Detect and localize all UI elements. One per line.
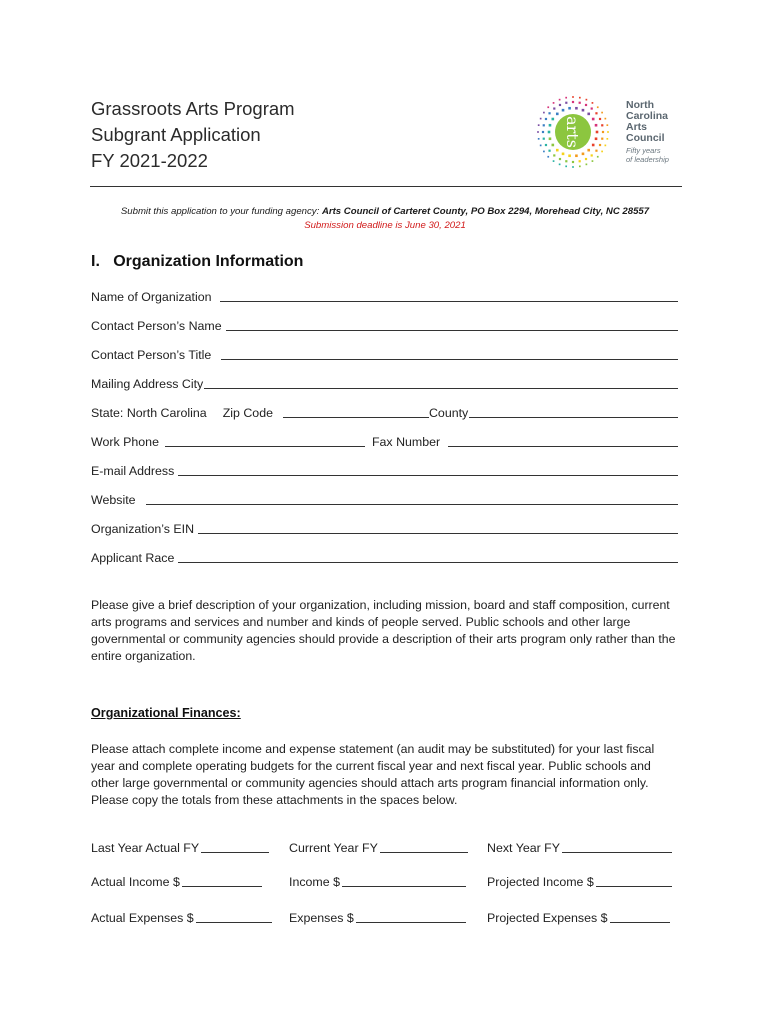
- logo-dot: [559, 99, 561, 101]
- projected-income-label: Projected Income $: [487, 875, 594, 889]
- logo-dot: [540, 118, 542, 120]
- fax-line[interactable]: [448, 445, 678, 447]
- logo-dot: [565, 165, 567, 167]
- logo-dot: [543, 138, 545, 140]
- logo-dot: [579, 165, 581, 167]
- logo-dot: [556, 113, 559, 116]
- current-year-fy-field[interactable]: [289, 837, 468, 855]
- logo-dot: [579, 97, 581, 99]
- website-field[interactable]: [91, 489, 678, 507]
- logo-dot: [607, 131, 609, 133]
- expenses-line[interactable]: [356, 921, 466, 923]
- contact-name-field[interactable]: [91, 315, 678, 333]
- logo-dot: [548, 131, 551, 134]
- work-phone-line[interactable]: [165, 445, 365, 447]
- logo-dot: [595, 137, 598, 140]
- actual-income-label: Actual Income $: [91, 875, 180, 889]
- mailing-address-field[interactable]: [91, 373, 678, 391]
- logo-dot: [543, 124, 545, 126]
- logo-dot: [596, 131, 599, 134]
- logo-dot: [556, 149, 559, 152]
- logo-dot: [543, 112, 545, 114]
- logo-dot: [587, 113, 590, 116]
- actual-income-line[interactable]: [182, 885, 262, 887]
- logo-dot: [559, 158, 561, 160]
- logo-dot: [540, 145, 542, 147]
- logo-dot: [601, 138, 603, 140]
- logo-dot: [545, 144, 547, 146]
- website-label: Website: [91, 493, 136, 507]
- logo-dot: [601, 151, 603, 153]
- last-year-fy-line[interactable]: [201, 851, 269, 853]
- submission-notice: Submit this application to your funding agency: Arts Council of Carteret County, PO Box 2294, Morehead City, NC 28557: [120, 206, 650, 217]
- mailing-address-line[interactable]: [204, 387, 678, 389]
- logo-dot: [549, 137, 552, 140]
- fax-label: Fax Number: [371, 435, 441, 449]
- contact-title-label: Contact Person’s Title: [91, 348, 212, 362]
- next-year-fy-line[interactable]: [562, 851, 672, 853]
- logo-dot: [562, 153, 565, 156]
- logo-dot: [592, 144, 595, 147]
- logo-dot: [592, 102, 594, 104]
- logo-dot: [553, 160, 555, 162]
- logo-dot: [553, 107, 555, 109]
- logo-dot: [548, 150, 550, 152]
- funding-agency: Arts Council of Carteret County, PO Box 2294, Morehead City, NC 28557: [321, 206, 650, 217]
- income-line[interactable]: [342, 885, 466, 887]
- logo-dot: [572, 96, 574, 98]
- logo-dot: [572, 166, 574, 168]
- logo-dot: [565, 160, 567, 162]
- expenses-label: Expenses $: [289, 911, 354, 925]
- logo-dot: [582, 109, 585, 112]
- logo-dot: [568, 154, 571, 157]
- logo-dot: [595, 150, 597, 152]
- logo-dot: [587, 149, 590, 152]
- last-year-fy-field[interactable]: [91, 837, 269, 855]
- next-year-fy-label: Next Year FY: [487, 841, 561, 855]
- arts-council-logo-icon: [537, 92, 609, 172]
- logo-dot: [572, 101, 574, 103]
- last-year-fy-label: Last Year Actual FY: [91, 841, 200, 855]
- logo-dot: [548, 112, 550, 114]
- description-prompt: Please give a brief description of your organization, including mission, board and staff composition, current arts programs and services and number and kinds of people served. Public schools and other large governmental or community agencies should provide a description of their arts program only rather than the entire organization.: [91, 598, 676, 663]
- current-year-fy-line[interactable]: [380, 851, 468, 853]
- logo-dot: [595, 112, 597, 114]
- section-heading-organization-information: I. Organization Information: [91, 253, 304, 270]
- applicant-race-line[interactable]: [178, 561, 678, 563]
- logo-dot: [606, 138, 608, 140]
- logo-dot: [591, 154, 593, 156]
- current-year-fy-label: Current Year FY: [289, 841, 378, 855]
- logo-dot: [538, 124, 540, 126]
- form-title-line-1: Grassroots Arts Program: [91, 98, 295, 119]
- logo-dot: [559, 104, 561, 106]
- header-divider: [90, 186, 682, 187]
- income-label: Income $: [289, 875, 340, 889]
- logo-dot: [537, 131, 539, 133]
- logo-dot: [572, 161, 574, 163]
- logo-dot: [592, 118, 595, 121]
- logo-dot: [575, 154, 578, 157]
- logo-tagline: Fifty years of leadership: [626, 146, 669, 164]
- org-name-label: Name of Organization: [91, 290, 212, 304]
- logo-dot: [553, 154, 555, 156]
- projected-income-line[interactable]: [596, 885, 672, 887]
- logo-dot: [549, 124, 552, 127]
- email-field[interactable]: [91, 460, 678, 478]
- projected-expenses-line[interactable]: [610, 921, 670, 923]
- logo-org-name: North Carolina Arts Council: [626, 99, 669, 144]
- logo-dot: [601, 124, 603, 126]
- income-field[interactable]: [289, 871, 466, 889]
- logo-dot: [601, 112, 603, 114]
- logo-dot: [568, 107, 571, 110]
- logo-dot: [604, 145, 606, 147]
- county-line[interactable]: [469, 416, 678, 418]
- logo-dot: [545, 118, 547, 120]
- logo-dot: [604, 118, 606, 120]
- projected-income-field[interactable]: [487, 871, 672, 889]
- logo-dot: [543, 151, 545, 153]
- logo-dot: [538, 138, 540, 140]
- org-name-line[interactable]: [220, 300, 678, 302]
- logo-dot: [562, 109, 565, 112]
- state-label: State: North Carolina: [91, 406, 207, 420]
- projected-expenses-label: Projected Expenses $: [487, 911, 608, 925]
- logo-dot: [565, 97, 567, 99]
- county-label: County: [428, 406, 469, 420]
- mailing-address-label: Mailing Address City: [91, 377, 204, 391]
- actual-income-field[interactable]: [91, 871, 262, 889]
- actual-expenses-label: Actual Expenses $: [91, 911, 194, 925]
- state-zip-county-field[interactable]: [91, 402, 678, 420]
- logo-dot: [552, 144, 555, 147]
- logo-dot: [579, 102, 581, 104]
- logo-dot: [595, 124, 598, 127]
- logo-dot: [599, 118, 601, 120]
- ein-line[interactable]: [198, 532, 678, 534]
- contact-name-label: Contact Person’s Name: [91, 319, 222, 333]
- website-line[interactable]: [146, 503, 678, 505]
- submission-deadline: Submission deadline is June 30, 2021: [304, 220, 466, 231]
- email-label: E-mail Address: [91, 464, 175, 478]
- logo-dot: [559, 163, 561, 165]
- ein-field[interactable]: [91, 518, 678, 536]
- logo-dot: [592, 160, 594, 162]
- email-line[interactable]: [178, 474, 678, 476]
- logo-dot: [542, 131, 544, 133]
- applicant-race-label: Applicant Race: [91, 551, 175, 565]
- actual-expenses-field[interactable]: [91, 907, 272, 925]
- projected-expenses-field[interactable]: [487, 907, 670, 925]
- finances-heading: Organizational Finances:: [91, 706, 241, 720]
- form-title-line-2: Subgrant Application: [91, 124, 261, 145]
- next-year-fy-field[interactable]: [487, 837, 672, 855]
- logo-dot: [582, 153, 585, 156]
- logo-dot: [586, 99, 588, 101]
- logo-dot: [547, 156, 549, 158]
- logo-dot: [575, 107, 578, 110]
- contact-title-field[interactable]: [91, 344, 678, 362]
- contact-name-line[interactable]: [226, 329, 678, 331]
- expenses-field[interactable]: [289, 907, 466, 925]
- zip-label: Zip Code: [222, 406, 273, 420]
- form-title-line-3: FY 2021-2022: [91, 150, 208, 171]
- applicant-race-field[interactable]: [91, 547, 678, 565]
- logo-dot: [553, 102, 555, 104]
- logo-dot: [586, 163, 588, 165]
- org-name-field[interactable]: [91, 286, 678, 304]
- phone-fax-field[interactable]: [91, 431, 678, 449]
- logo-dot: [591, 107, 593, 109]
- logo-dot: [599, 144, 601, 146]
- contact-title-line[interactable]: [221, 358, 678, 360]
- logo-dot: [547, 106, 549, 108]
- zip-line[interactable]: [283, 416, 429, 418]
- logo-word: arts: [563, 116, 582, 148]
- logo-dot: [606, 124, 608, 126]
- actual-expenses-line[interactable]: [196, 921, 272, 923]
- logo-dot: [597, 156, 599, 158]
- logo-dot: [597, 106, 599, 108]
- logo-dot: [602, 131, 604, 133]
- logo-dot: [552, 118, 555, 121]
- logo-dot: [585, 158, 587, 160]
- work-phone-label: Work Phone: [91, 435, 159, 449]
- logo-dot: [579, 160, 581, 162]
- logo-dot: [565, 102, 567, 104]
- logo-dot: [585, 104, 587, 106]
- ein-label: Organization’s EIN: [91, 522, 195, 536]
- finances-instructions: Please attach complete income and expense statement (an audit may be substituted) for your last fiscal year and complete operating budgets for the current fiscal year and next fiscal year. Public schools and other large governmental or community agencies should attach arts program financial information only. Please copy the totals from these attachments in the spaces below.: [91, 742, 655, 807]
